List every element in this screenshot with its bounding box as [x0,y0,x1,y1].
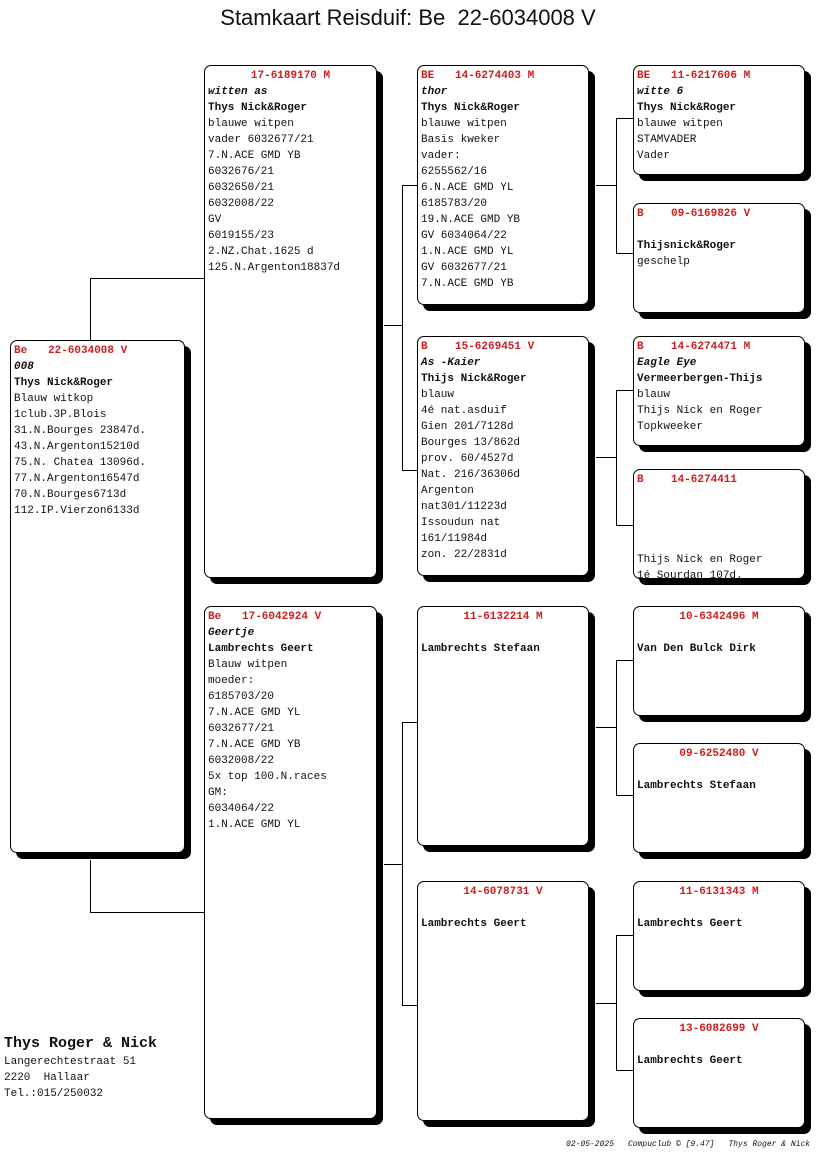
pigeon-name: Geertje [208,627,255,639]
ring-number [421,884,588,900]
connector-line [616,118,617,253]
info-line: 6185783/20 [421,198,488,210]
ring-value: 14-6274411 [671,474,738,486]
info-line: 75.N. Chatea 13096d. [14,457,147,469]
pigeon-card-subject[interactable] [10,340,185,853]
info-line: 1club.3P.Blois [14,409,107,421]
ring-value: 17-6042924 V [242,611,322,623]
info-line: prov. 60/4527d [421,453,514,465]
info-line: STAMVADER [637,134,697,146]
footer-date: 02-05-2025 [566,1140,615,1149]
connector-line [616,660,633,661]
connector-line [402,185,417,186]
breeder: Lambrechts Geert [421,918,527,930]
pigeon-card-great-grandparent-4[interactable] [633,469,805,579]
breeder: Thijs Nick&Roger [421,373,527,385]
info-line: Bourges 13/862d [421,437,521,449]
pigeon-card-great-grandparent-3[interactable] [633,336,805,446]
pigeon-name: thor [421,86,448,98]
ring-value: 11-6132214 M [463,611,543,623]
country-code: Be [14,345,28,357]
connector-line [384,325,402,326]
info-line: 43.N.Argenton15210d [14,441,140,453]
owner-name: Thys Roger & Nick [4,1035,158,1052]
info-line: GM: [208,787,228,799]
pigeon-card-maternal-grandmother[interactable] [417,881,589,1121]
ring-value: 14-6274471 M [671,341,751,353]
footer-software: Compuclub © [9.47] [628,1140,715,1149]
info-line: blauwe witpen [637,118,723,130]
connector-line [596,1003,616,1004]
pigeon-card-great-grandparent-7[interactable] [633,881,805,991]
connector-line [596,727,616,728]
spacer [637,488,804,504]
info-line: Thijs Nick en Roger [637,405,763,417]
spacer [637,222,804,238]
connector-line [616,118,633,119]
connector-line [90,278,91,340]
info-line: Basis kweker [421,134,501,146]
info-line: 161/11984d [421,533,488,545]
ring-number [14,343,184,359]
info-line: 1.N.ACE GMD YL [208,819,301,831]
country-code: BE [637,70,651,82]
pigeon-card-great-grandparent-2[interactable] [633,203,805,313]
ring-value: 14-6078731 V [463,886,543,898]
connector-line [384,864,402,865]
spacer [637,900,804,916]
connector-line [90,860,91,912]
info-line: 1.N.ACE GMD YL [421,246,514,258]
connector-line [402,722,403,1005]
info-line: 19.N.ACE GMD YB [421,214,521,226]
info-line: Blauw witpen [208,659,288,671]
info-line: 6.N.ACE GMD YL [421,182,514,194]
spacer [637,536,804,552]
breeder: Thys Nick&Roger [421,102,521,114]
pigeon-name: 008 [14,361,34,373]
info-line: Topkweeker [637,421,704,433]
ring-value: 10-6342496 M [679,611,759,623]
breeder: Vermeerbergen-Thijs [637,373,763,385]
connector-line [616,935,633,936]
ring-value: 17-6189170 M [250,70,331,82]
breeder: Lambrechts Geert [637,918,743,930]
pigeon-name: witten as [208,86,268,98]
breeder: Thys Nick&Roger [14,377,114,389]
owner-address: Langerechtestraat 51 [4,1056,137,1068]
info-line: 7.N.ACE GMD YB [208,150,301,162]
info-line: 6032676/21 [208,166,275,178]
info-line: 125.N.Argenton18837d [208,262,341,274]
info-line: vader: [421,150,461,162]
info-line: Issoudun nat [421,517,501,529]
owner-block [4,1034,157,1102]
breeder: Thys Nick&Roger [208,102,308,114]
spacer [637,504,804,520]
breeder: Lambrechts Stefaan [421,643,540,655]
info-line: 1é Sourdan 107d. [637,570,743,579]
pigeon-card-great-grandparent-6[interactable] [633,743,805,853]
ring-number [208,609,376,625]
ring-number [637,1021,804,1037]
breeder: Lambrechts Geert [637,1055,743,1067]
connector-line [616,525,633,526]
connector-line [402,1005,417,1006]
info-line: GV [208,214,222,226]
ring-value: 13-6082699 V [679,1023,759,1035]
ring-value: 11-6217606 M [671,70,751,82]
connector-line [616,390,633,391]
breeder: Van Den Bulck Dirk [637,643,756,655]
info-line: Gien 201/7128d [421,421,514,433]
info-line: geschelp [637,256,690,268]
pigeon-card-mother[interactable] [204,606,377,1119]
page-title: Stamkaart Reisduif: Be 22-6034008 V [220,5,596,30]
connector-line [90,912,204,913]
ring-value: 22-6034008 V [48,345,128,357]
ring-number [421,339,588,355]
spacer [637,762,804,778]
ring-value: 09-6252480 V [679,748,759,760]
connector-line [616,253,633,254]
owner-phone: Tel.:015/250032 [4,1088,104,1100]
country-code: B [637,341,644,353]
info-line: Nat. 216/36306d [421,469,521,481]
pigeon-card-great-grandparent-8[interactable] [633,1018,805,1128]
info-line: GV 6034064/22 [421,230,507,242]
info-line: 6032677/21 [208,723,275,735]
info-line: 6185703/20 [208,691,275,703]
connector-line [402,470,417,471]
info-line: 6019155/23 [208,230,275,242]
info-line: blauw [637,389,671,401]
info-line: 7.N.ACE GMD YB [421,278,514,290]
info-line: GV 6032677/21 [421,262,507,274]
info-line: Thijs Nick en Roger [637,554,763,566]
spacer [637,625,804,641]
connector-line [616,660,617,795]
spacer [637,520,804,536]
info-line: 77.N.Argenton16547d [14,473,140,485]
info-line: blauwe witpen [421,118,507,130]
connector-line [596,185,616,186]
info-line: vader 6032677/21 [208,134,314,146]
info-line: 31.N.Bourges 23847d. [14,425,147,437]
pigeon-name: As -Kaier [421,357,481,369]
ring-number [421,609,588,625]
breeder: Thijsnick&Roger [637,240,737,252]
connector-line [402,185,403,470]
pigeon-card-maternal-grandfather[interactable] [417,606,589,846]
info-line: zon. 22/2831d [421,549,507,561]
connector-line [90,278,204,279]
ring-number [637,206,804,222]
ring-number [637,472,804,488]
pigeon-name: witte 6 [637,86,684,98]
info-line: 4é nat.asduif [421,405,507,417]
info-line: blauw [421,389,455,401]
ring-number [208,68,376,84]
country-code: B [421,341,428,353]
connector-line [616,935,617,1070]
ring-number [637,68,804,84]
info-line: Argenton [421,485,474,497]
footer [566,1140,816,1149]
info-line: Vader [637,150,671,162]
info-line: 6032008/22 [208,755,275,767]
ring-number [637,609,804,625]
country-code: B [637,474,644,486]
pigeon-card-father[interactable] [204,65,377,578]
footer-owner: Thys Roger & Nick [728,1140,811,1149]
info-line: nat301/11223d [421,501,507,513]
pigeon-card-paternal-grandfather[interactable] [417,65,589,305]
connector-line [616,795,633,796]
spacer [637,1037,804,1053]
info-line: 5x top 100.N.races [208,771,327,783]
pigeon-card-paternal-grandmother[interactable] [417,336,589,576]
ring-number [637,746,804,762]
ring-value: 11-6131343 M [679,886,759,898]
connector-line [596,457,616,458]
owner-city: 2220 Hallaar [4,1072,90,1084]
info-line: 6034064/22 [208,803,275,815]
ring-value: 14-6274403 M [455,70,535,82]
country-code: B [637,208,644,220]
pigeon-card-great-grandparent-5[interactable] [633,606,805,716]
info-line: 6032650/21 [208,182,275,194]
pigeon-card-great-grandparent-1[interactable] [633,65,805,175]
spacer [421,900,588,916]
info-line: 112.IP.Vierzon6133d [14,505,140,517]
info-line: 2.NZ.Chat.1625 d [208,246,314,258]
info-line: blauwe witpen [208,118,294,130]
info-line: 7.N.ACE GMD YL [208,707,301,719]
breeder: Lambrechts Geert [208,643,314,655]
info-line: moeder: [208,675,255,687]
info-line: 6255562/16 [421,166,488,178]
ring-number [637,339,804,355]
connector-line [402,722,417,723]
ring-number [421,68,588,84]
breeder: Thys Nick&Roger [637,102,737,114]
breeder: Lambrechts Stefaan [637,780,756,792]
connector-line [616,390,617,525]
country-code: BE [421,70,435,82]
ring-value: 15-6269451 V [455,341,535,353]
info-line: Blauw witkop [14,393,94,405]
country-code: Be [208,611,222,623]
ring-number [637,884,804,900]
info-line: 6032008/22 [208,198,275,210]
connector-line [616,1070,633,1071]
info-line: 70.N.Bourges6713d [14,489,127,501]
info-line: 7.N.ACE GMD YB [208,739,301,751]
ring-value: 09-6169826 V [671,208,751,220]
pigeon-name: Eagle Eye [637,357,697,369]
spacer [421,625,588,641]
